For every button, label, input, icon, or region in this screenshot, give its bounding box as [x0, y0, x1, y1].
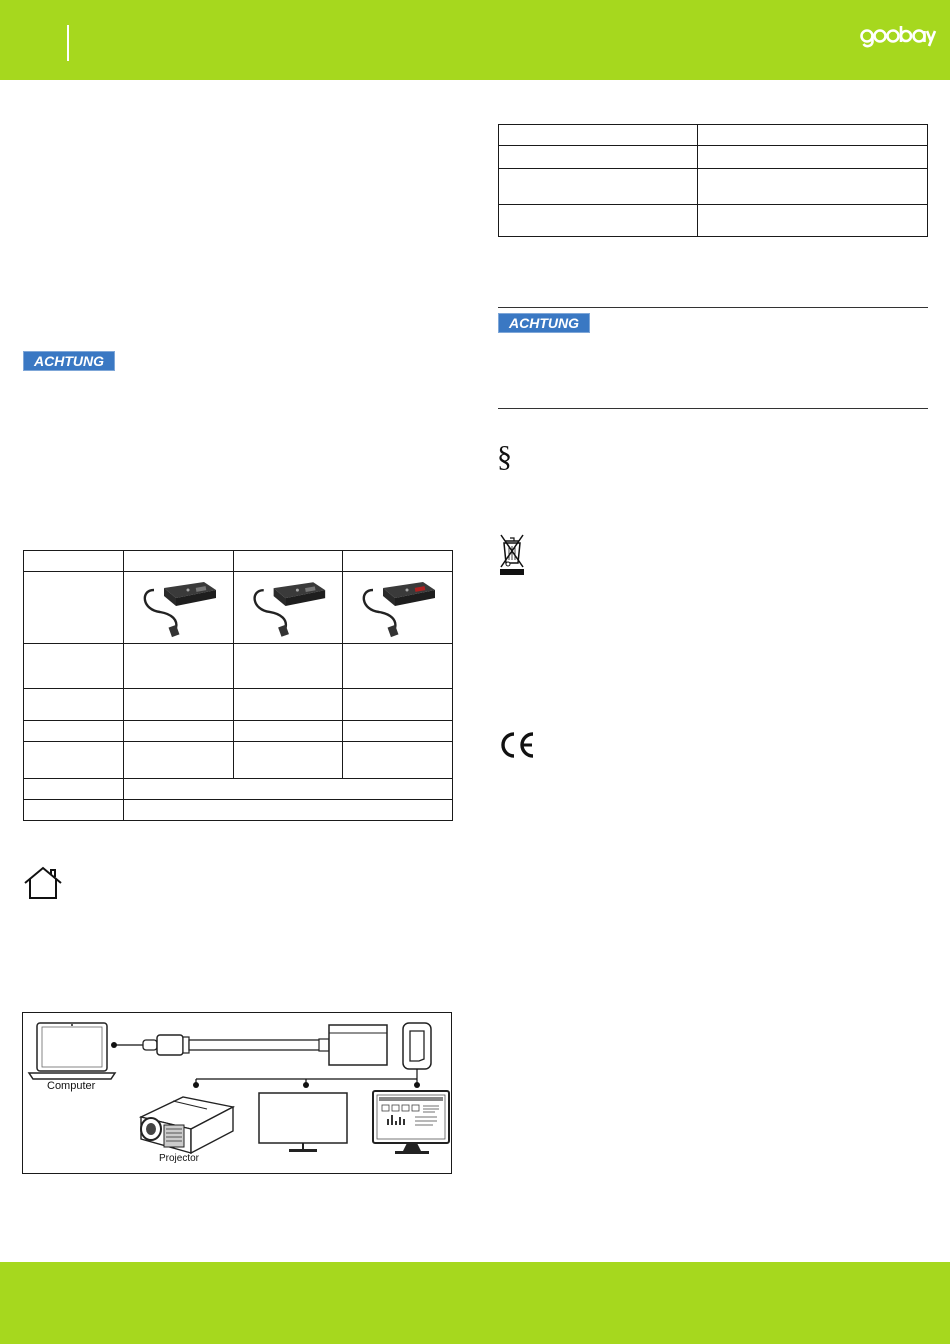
- product-table: [23, 550, 453, 821]
- table-cell: [234, 721, 343, 742]
- table-cell: [343, 742, 453, 779]
- header-divider: [67, 25, 69, 61]
- footer-bar: [0, 1262, 950, 1344]
- projector-label: Projector: [159, 1153, 200, 1164]
- table-cell: [124, 742, 234, 779]
- warning-rule-bottom: [498, 408, 928, 409]
- projector-icon: [141, 1097, 233, 1153]
- warning-badge-left: ACHTUNG: [23, 351, 115, 371]
- table-cell: [698, 146, 928, 169]
- table-cell: [124, 800, 453, 821]
- table-cell: [124, 721, 234, 742]
- table-cell: [234, 689, 343, 721]
- connection-diagram: [22, 1012, 452, 1174]
- goobay-logo: [858, 20, 938, 50]
- table-cell: [343, 689, 453, 721]
- monitor-icon: [373, 1091, 449, 1154]
- table-cell: [24, 572, 124, 644]
- table-cell: [499, 146, 698, 169]
- table-cell: [124, 644, 234, 689]
- table-cell: [499, 205, 698, 237]
- table-cell: [234, 742, 343, 779]
- spec-table: [498, 124, 928, 237]
- table-cell: [24, 800, 124, 821]
- table-cell: [234, 551, 343, 572]
- product-image-cell: [234, 572, 343, 644]
- product-image-cell: [343, 572, 453, 644]
- table-cell: [24, 721, 124, 742]
- table-cell: [234, 644, 343, 689]
- adapter-box-icon: [319, 1025, 387, 1065]
- tv-icon: [259, 1093, 347, 1152]
- displayport-icon: [403, 1023, 431, 1069]
- laptop-icon: [29, 1023, 115, 1079]
- table-cell: [24, 551, 124, 572]
- adapter-image: [343, 572, 451, 640]
- table-cell: [24, 742, 124, 779]
- warning-rule-top: [498, 307, 928, 308]
- product-image-cell: [124, 572, 234, 644]
- crossed-bin-icon: [499, 533, 525, 577]
- table-cell: [343, 721, 453, 742]
- table-cell: [124, 689, 234, 721]
- table-cell: [24, 779, 124, 800]
- ce-mark-icon: [498, 731, 536, 759]
- adapter-image: [234, 572, 341, 640]
- diagram-drawing: [23, 1013, 451, 1173]
- computer-label: Computer: [47, 1080, 96, 1092]
- table-cell: [343, 551, 453, 572]
- table-cell: [24, 689, 124, 721]
- table-cell: [124, 779, 453, 800]
- table-cell: [124, 551, 234, 572]
- table-cell: [698, 125, 928, 146]
- table-cell: [698, 205, 928, 237]
- table-cell: [698, 169, 928, 205]
- header-bar: [0, 0, 950, 80]
- usb-c-plug-icon: [143, 1035, 189, 1055]
- house-icon: [23, 866, 63, 900]
- table-cell: [499, 125, 698, 146]
- paragraph-symbol: §: [497, 440, 512, 473]
- table-cell: [499, 169, 698, 205]
- table-cell: [343, 644, 453, 689]
- adapter-image: [124, 572, 232, 640]
- warning-badge-right: ACHTUNG: [498, 313, 590, 333]
- table-cell: [24, 644, 124, 689]
